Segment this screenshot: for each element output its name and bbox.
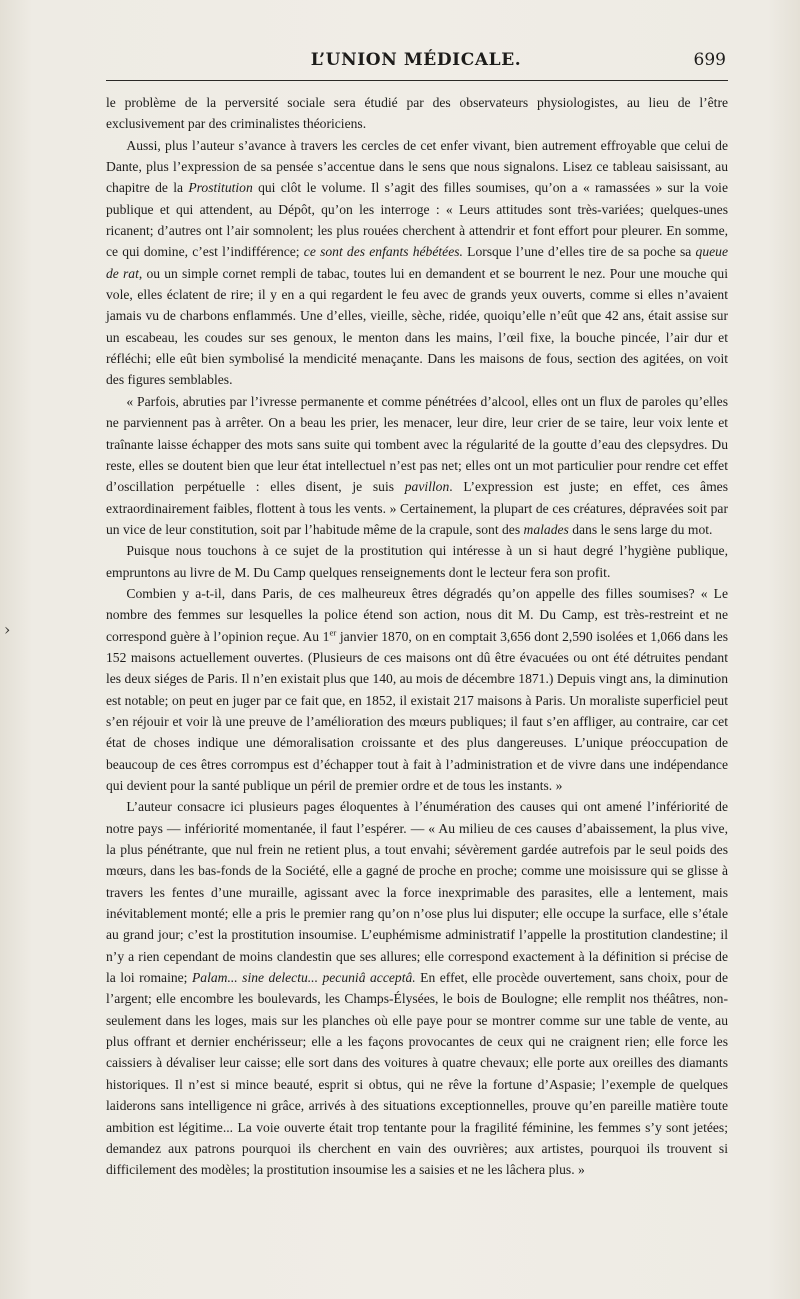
paragraph [106, 583, 728, 796]
text-run: « Parfois, abruties par l’ivresse permanente et comme pénétrées d’alcool, elles ont un flux de paroles qu’elles ne parviennent pas à arrêter. On a beau les prier, les menacer, leur dire, leur crier de se taire, leur voix lente et traînante laisse échapper des mots sans suite qui tombent avec la régularité de la goutte d’eau des clepsydres. Du reste, elles se doutent bien que leur état intellectuel n’est pas net; elles ont un mot particulier pour rendre cet effet d’oscillation perpétuelle : elles disent, je suis [106, 393, 728, 495]
running-header [106, 48, 726, 76]
superscript-text: er [329, 627, 337, 638]
italic-text: Palam... sine delectu... pecuniâ acceptâ. [191, 970, 416, 986]
text-run: L’auteur consacre ici plusieurs pages éloquentes à l’énumération des causes qui ont amené l’infériorité de notre pays — infériorité momentanée, il faut l’espérer. — « Au milieu de ces causes d’abaissement, la plus vive, la plus pénétrante, que nul frein ne retient plus, a tout envahi; sévèrement gardée autrefois par le seul poids des mœurs, dans les bas-fonds de la Société, elle a gagné de proche en proche; comme une moisissure qui se glisse à travers les fentes d’une muraille, agissant avec la force inexprimable des parasites, elle a lentement, mais inévitablement monté; elle a pris le premier rang qu’on n’ose plus lui disputer; elle occupe la surface, elle s’étale au grand jour; c’est la prostitution insoumise. L’euphémisme administratif l’appelle la prostitution clandestine; il n’y a rien cependant de moins clandestin que ses allures; elle correspond exactement à la définition si précise de la loi romaine; [106, 799, 728, 986]
paragraph [106, 796, 728, 1180]
italic-text: ce sont des enfants hébétées. [303, 244, 463, 260]
paragraph [106, 135, 728, 391]
header-rule [106, 80, 728, 81]
body-text [106, 92, 728, 1181]
text-run: le problème de la perversité sociale sera étudié par des observateurs physiologistes, au lieu de l’être exclusivement par des criminalistes théoriciens. [106, 95, 728, 132]
paragraph [106, 540, 728, 583]
page-number: 699 [693, 50, 726, 70]
text-run: dans le sens large du mot. [568, 521, 713, 537]
running-title: L’UNION MÉDICALE. [310, 50, 522, 70]
italic-text: queue de rat [106, 244, 729, 281]
text-run: qui clôt le volume. Il s’agit des filles soumises, qu’on a « ramassées » sur la voie publique et qui attendent, au Dépôt, qu’on les interroge : « Leurs attitudes sont très-variées; quelques-unes ricanent; d’autres ont l’air somnolent; les plus rouées cherchent à attendrir et font effort pour pleurer. En somme, ce qui domine, c’est l’indifférence; [106, 180, 728, 260]
text-run: En effet, elle procède ouvertement, sans choix, pour de l’argent; elle encombre les boulevards, les Champs-Élysées, le bois de Boulogne; elle remplit nos théâtres, non-seulement dans les loges, mais sur les planches où elle paye pour se montrer comme sur une table de vente, au plus offrant et dernier enchérisseur; elle a les façons provocantes de ceux qui ne craignent rien; elle force les caissiers à dévaliser leur caisse; elle sort dans des voitures à quatre chevaux; elle porte aux oreilles des diamants historiques. Il n’est si mince beauté, esprit si obtus, qui ne rêve la fortune d’Aspasie; l’exemple de quelques laiderons sans intelligence ni grâce, arrivés à des situations exceptionnelles, prouve qu’en pareille matière toute ambition est légitime... La voie ouverte était trop tentante pour la fragilité féminine, les femmes s’y sont jetées; demandez aux patrons pourquoi ils cherchent en vain des ouvrières; aux artistes, pourquoi ils trouvent si difficilement des modèles; la prostitution insoumise les a saisies et ne les lâchera plus. » [106, 970, 728, 1178]
text-run: janvier 1870, on en comptait 3,656 dont 2,590 isolées et 1,066 dans les 152 maisons actuellement ouvertes. (Plusieurs de ces maisons ont dû être évacuées ou ont été détruites pendant les deux siéges de Paris. Il n’en existait plus que 140, au mois de décembre 1871.) Depuis vingt ans, la diminution est notable; on peut en juger par ce fait que, en 1852, il existait 217 maisons à Paris. Un moraliste superficiel peut s’en réjouir et voir là une preuve de l’amélioration des mœurs publiques; il faut s’en affliger, au contraire, car cet état de choses indique une démoralisation croissante et des plus dangereuses. L’unique préoccupation de beaucoup de ces êtres corrompus est d’échapper tout à fait à l’administration et de vivre dans une indépendance qui devient pour la santé publique un péril de premier ordre et de tous les instants. » [106, 628, 728, 793]
italic-text: Prostitution [188, 180, 253, 196]
paragraph [106, 391, 728, 540]
margin-mark: › [4, 620, 11, 639]
paragraph [106, 92, 728, 135]
text-run: Lorsque l’une d’elles tire de sa poche sa [462, 244, 696, 260]
italic-text: malades [523, 521, 569, 537]
text-run: Combien y a-t-il, dans Paris, de ces malheureux êtres dégradés qu’on appelle des filles soumises? « Le nombre des femmes sur lesquelles la police étend son action, nous dit M. Du Camp, est très-restreint et ne correspond guère à l’opinion reçue. Au 1 [106, 585, 728, 644]
italic-text: pavillon [404, 479, 450, 495]
text-run: Aussi, plus l’auteur s’avance à travers les cercles de cet enfer vivant, bien autrement effroyable que celui de Dante, plus l’expression de sa pensée s’accentue dans le sens que nous signalons. Lisez ce tableau saisissant, au chapitre de la [106, 137, 728, 196]
text-run: , ou un simple cornet rempli de tabac, toutes lui en demandent et se bourrent le nez. Pour une mouche qui vole, elles éclatent de rire; il y en a qui regardent le feu avec de grands yeux ouverts, comme si elles n’avaient jamais vu de charbons enflammés. Une d’elles, vieille, sèche, ridée, quoiqu’elle n’eût que 42 ans, était assise sur un escabeau, les coudes sur ses genoux, le menton dans les mains, l’œil fixe, la bouche pincée, l’air dur et réfléchi; elle eût bien symbolisé la mendicité menaçante. Dans les maisons de fous, section des agitées, on voit des figures semblables. [106, 265, 729, 388]
text-run: . L’expression est juste; en effet, ces âmes extraordinairement faibles, flottent à tous les vents. » Certainement, la plupart de ces créatures, dépravées soit par un vice de leur constitution, soit par l’habitude même de la crapule, sont des [106, 479, 728, 537]
text-run: Puisque nous touchons à ce sujet de la prostitution qui intéresse à un si haut degré l’hygiène publique, empruntons au livre de M. Du Camp quelques renseignements dont le lecteur fera son profit. [106, 543, 728, 580]
